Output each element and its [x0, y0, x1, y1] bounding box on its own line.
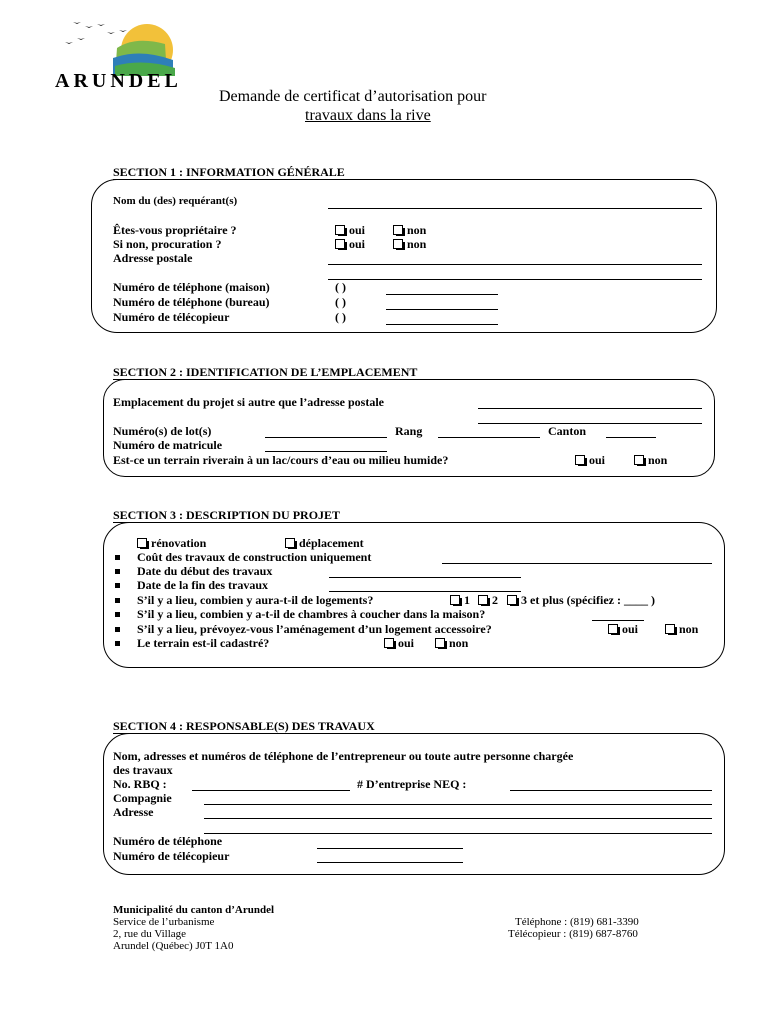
page-title: Demande de certificat d’autorisation pour	[219, 88, 487, 105]
checkbox-icon	[335, 239, 345, 249]
checkbox-icon	[450, 595, 460, 605]
checkbox-icon	[137, 538, 147, 548]
checkbox-icon	[393, 225, 403, 235]
riverain-non[interactable]: non	[634, 453, 667, 468]
section3-heading: SECTION 3 : DESCRIPTION DU PROJET	[113, 508, 341, 522]
accessoire-oui[interactable]: oui	[608, 622, 638, 637]
adresse4-label: Adresse	[113, 805, 154, 819]
checkbox-icon	[478, 595, 488, 605]
checkbox-icon	[634, 455, 644, 465]
checkbox-icon	[575, 455, 585, 465]
telecopieur4-label: Numéro de télécopieur	[113, 849, 230, 863]
logements-1[interactable]: 1	[450, 593, 470, 608]
footer-fax: Télécopieur : (819) 687-8760	[508, 928, 638, 940]
deplacement-option[interactable]: déplacement	[285, 536, 364, 551]
section4-intro-line1: Nom, adresses et numéros de téléphone de l’entrepreneur ou toute autre personne chargée	[113, 749, 574, 763]
telecopieur-field[interactable]	[386, 324, 498, 325]
neq-field[interactable]	[510, 790, 712, 791]
debut-label: Date du début des travaux	[137, 564, 273, 578]
cadastre-label: Le terrain est-il cadastré?	[137, 636, 270, 650]
canton-field[interactable]	[606, 437, 656, 438]
cadastre-non[interactable]: non	[435, 636, 468, 651]
adresse-field-1[interactable]	[328, 264, 702, 265]
bullet-icon	[115, 627, 120, 632]
logements-3[interactable]: 3 et plus (spécifiez : ____ )	[507, 593, 655, 608]
bullet-icon	[115, 598, 120, 603]
debut-field[interactable]	[329, 577, 521, 578]
telephone4-field[interactable]	[317, 848, 463, 849]
arundel-logo	[55, 18, 195, 93]
adresse-label: Adresse postale	[113, 251, 193, 265]
procuration-label: Si non, procuration ?	[113, 237, 222, 251]
bullet-icon	[115, 555, 120, 560]
rang-label: Rang	[395, 424, 423, 438]
adresse-field-2[interactable]	[328, 279, 702, 280]
tel-maison-paren: ( )	[335, 280, 346, 294]
requerant-label: Nom du (des) requérant(s)	[113, 195, 238, 207]
cout-label: Coût des travaux de construction uniquement	[137, 550, 372, 564]
footer-service: Service de l’urbanisme	[113, 916, 215, 928]
matricule-field[interactable]	[265, 451, 387, 452]
rbq-label: No. RBQ :	[113, 777, 167, 791]
fin-label: Date de la fin des travaux	[137, 578, 268, 592]
requerant-field[interactable]	[328, 208, 702, 209]
rang-field[interactable]	[438, 437, 540, 438]
bullet-icon	[115, 612, 120, 617]
accessoire-label: S’il y a lieu, prévoyez-vous l’aménagement d’un logement accessoire?	[137, 622, 492, 636]
compagnie-field[interactable]	[204, 804, 712, 805]
section4-heading: SECTION 4 : RESPONSABLE(S) DES TRAVAUX	[113, 719, 375, 733]
telecopieur-label: Numéro de télécopieur	[113, 310, 230, 324]
section1-heading: SECTION 1 : INFORMATION GÉNÉRALE	[113, 165, 345, 179]
proprietaire-label: Êtes-vous propriétaire ?	[113, 223, 237, 237]
logements-2[interactable]: 2	[478, 593, 498, 608]
fin-field[interactable]	[329, 591, 521, 592]
footer-phone: Téléphone : (819) 681-3390	[515, 916, 639, 928]
checkbox-icon	[665, 624, 675, 634]
bullet-icon	[115, 583, 120, 588]
riverain-oui[interactable]: oui	[575, 453, 605, 468]
bullet-icon	[115, 641, 120, 646]
emplacement-field-2[interactable]	[478, 423, 702, 424]
chambres-label: S’il y a lieu, combien y a-t-il de chambres à coucher dans la maison?	[137, 607, 486, 621]
proprietaire-oui[interactable]: oui	[335, 223, 365, 238]
landscape-icon	[55, 18, 195, 76]
footer-org: Municipalité du canton d’Arundel	[113, 904, 275, 916]
checkbox-icon	[393, 239, 403, 249]
rbq-field[interactable]	[192, 790, 350, 791]
cout-field[interactable]	[442, 563, 712, 564]
matricule-label: Numéro de matricule	[113, 438, 223, 452]
tel-bureau-field[interactable]	[386, 309, 498, 310]
procuration-oui[interactable]: oui	[335, 237, 365, 252]
checkbox-icon	[507, 595, 517, 605]
tel-maison-field[interactable]	[386, 294, 498, 295]
bullet-icon	[115, 569, 120, 574]
compagnie-label: Compagnie	[113, 791, 172, 805]
riverain-label: Est-ce un terrain riverain à un lac/cours d’eau ou milieu humide?	[113, 453, 449, 467]
procuration-non[interactable]: non	[393, 237, 426, 252]
emplacement-label: Emplacement du projet si autre que l’adresse postale	[113, 395, 384, 409]
proprietaire-non[interactable]: non	[393, 223, 426, 238]
logements-label: S’il y a lieu, combien y aura-t-il de logements?	[137, 593, 374, 607]
chambres-field[interactable]	[592, 620, 644, 621]
checkbox-icon	[384, 638, 394, 648]
adresse4-field-2[interactable]	[204, 833, 712, 834]
renovation-option[interactable]: rénovation	[137, 536, 206, 551]
checkbox-icon	[285, 538, 295, 548]
tel-maison-label: Numéro de téléphone (maison)	[113, 280, 270, 294]
telecopieur-paren: ( )	[335, 310, 346, 324]
telecopieur4-field[interactable]	[317, 862, 463, 863]
cadastre-oui[interactable]: oui	[384, 636, 414, 651]
tel-bureau-paren: ( )	[335, 295, 346, 309]
logo-text: ARUNDEL	[55, 70, 182, 92]
checkbox-icon	[435, 638, 445, 648]
footer-street: 2, rue du Village	[113, 928, 187, 940]
section4-intro-line2: des travaux	[113, 763, 173, 777]
section2-heading: SECTION 2 : IDENTIFICATION DE L’EMPLACEMENT	[113, 365, 418, 379]
lot-label: Numéro(s) de lot(s)	[113, 424, 212, 438]
page-subtitle: travaux dans la rive	[305, 107, 431, 124]
lot-field[interactable]	[265, 437, 387, 438]
tel-bureau-label: Numéro de téléphone (bureau)	[113, 295, 270, 309]
adresse4-field-1[interactable]	[204, 818, 712, 819]
canton-label: Canton	[548, 424, 587, 438]
neq-label: # D’entreprise NEQ :	[357, 777, 467, 791]
accessoire-non[interactable]: non	[665, 622, 698, 637]
checkbox-icon	[608, 624, 618, 634]
emplacement-field-1[interactable]	[478, 408, 702, 409]
checkbox-icon	[335, 225, 345, 235]
footer-city: Arundel (Québec) J0T 1A0	[113, 940, 234, 952]
telephone4-label: Numéro de téléphone	[113, 834, 223, 848]
